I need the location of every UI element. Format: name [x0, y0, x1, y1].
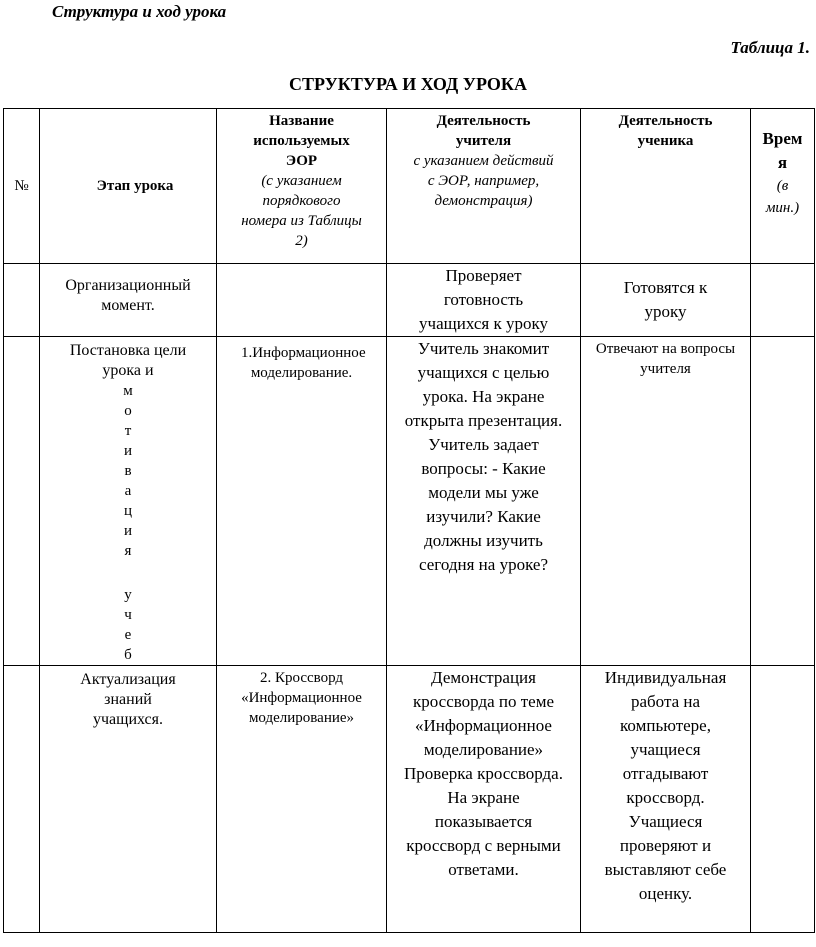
lesson-table [3, 108, 815, 933]
stage-cell [40, 666, 217, 933]
eor-text: 1.Информационное моделирование. [241, 345, 366, 381]
table-row [4, 264, 815, 337]
teacher-activity-cell [387, 264, 581, 337]
time-cell [751, 666, 815, 933]
eor-cell [217, 337, 387, 666]
column-header-teacher-title: Деятельность учителя [436, 113, 531, 149]
eor-cell [217, 264, 387, 337]
column-header-time [751, 109, 815, 264]
row-number-cell [4, 666, 40, 933]
teacher-activity-cell [387, 666, 581, 933]
student-activity-cell [581, 264, 751, 337]
stage-text: Актуализация знаний учащихся. [80, 671, 176, 728]
column-header-teacher-note: с указанием действий с ЭОР, например, демонстрация) [413, 153, 554, 209]
lesson-structure-heading: Структура и ход урока [52, 2, 227, 21]
column-header-student-title: Деятельность ученика [618, 113, 713, 149]
table-row [4, 666, 815, 933]
row-number-cell [4, 337, 40, 666]
student-activity-cell [581, 337, 751, 666]
student-activity-text: Индивидуальная работа на компьютере, учащиеся отгадывают кроссворд. Учащиеся проверяют и выставляют себе оценку. [604, 668, 727, 903]
column-header-eor-note: (с указанием порядкового номера из Таблицы 2) [241, 173, 362, 249]
table-number: Таблица 1. [730, 38, 810, 57]
table-row [4, 337, 815, 666]
stage-text: Постановка цели урока и [69, 342, 187, 379]
eor-cell [217, 666, 387, 933]
table-title: СТРУКТУРА И ХОД УРОКА [289, 74, 527, 94]
column-header-time-title: Врем я [762, 129, 803, 172]
stage-text: Организационный момент. [65, 277, 191, 314]
column-header-stage [40, 109, 217, 264]
teacher-activity-text: Учитель знакомит учащихся с целью урока. На экране открыта презентация. Учитель задает вопросы: - Какие модели мы уже изучили? Какие должны изучить сегодня на уроке? [404, 339, 563, 574]
column-header-eor [217, 109, 387, 264]
student-activity-cell [581, 666, 751, 933]
column-header-teacher [387, 109, 581, 264]
stage-cell [40, 264, 217, 337]
table-header-row [4, 109, 815, 264]
column-header-number: № [4, 109, 40, 264]
row-number-cell [4, 264, 40, 337]
eor-text: 2. Кроссворд «Информационное моделирование» [241, 670, 362, 726]
teacher-activity-text: Демонстрация кроссворда по теме «Информационное моделирование» Проверка кроссворда. На экране показывается кроссворд с верными ответами. [404, 668, 563, 879]
stage-vertical-text: м о т и в а ц и я у ч е б [123, 383, 133, 663]
time-cell [751, 264, 815, 337]
student-activity-text: Отвечают на вопросы учителя [595, 341, 736, 377]
student-activity-text: Готовятся к уроку [623, 278, 708, 321]
column-header-eor-title: Название используемых ЭОР [253, 113, 350, 169]
teacher-activity-cell [387, 337, 581, 666]
column-header-student [581, 109, 751, 264]
teacher-activity-text: Проверяет готовность учащихся к уроку [419, 266, 548, 333]
column-header-stage-label: Этап урока [96, 177, 174, 194]
stage-cell [40, 337, 217, 666]
time-cell [751, 337, 815, 666]
column-header-time-unit: (в мин.) [765, 178, 800, 216]
